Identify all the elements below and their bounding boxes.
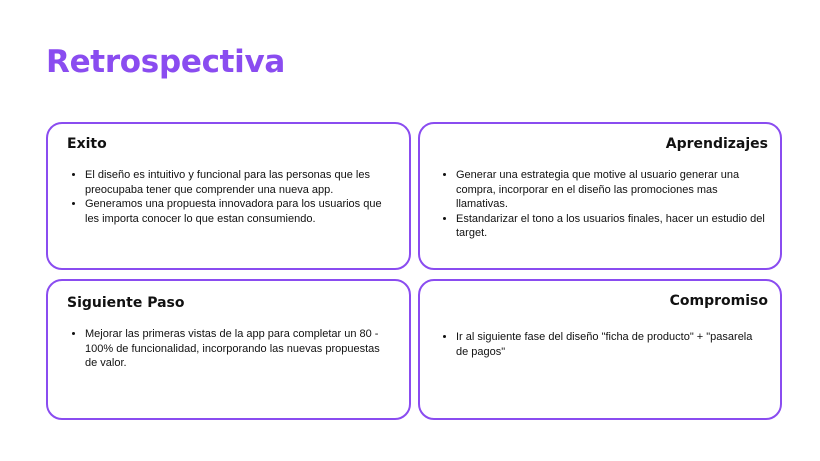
- card-title: Aprendizajes: [665, 136, 768, 152]
- card-title: Exito: [67, 136, 107, 152]
- card-exito: [46, 122, 411, 270]
- list-item: • Generamos una propuesta innovadora para los usuarios que les importa conocer lo que estan consumiendo.: [85, 197, 395, 226]
- bullet-list: [439, 330, 766, 359]
- list-item: • Generar una estrategia que motive al usuario generar una compra, incorporar en el diseño las promociones mas llamativas.: [456, 168, 766, 212]
- card-compromiso: [418, 279, 782, 420]
- card-title: Siguiente Paso: [67, 295, 185, 311]
- slide-title: Retrospectiva: [46, 44, 286, 80]
- bullet-list: [68, 327, 395, 371]
- list-item: • Ir al siguiente fase del diseño "ficha de producto" + "pasarela de pagos": [456, 330, 766, 359]
- card-title: Compromiso: [669, 293, 768, 309]
- card-aprendizajes: [418, 122, 782, 270]
- list-item: • El diseño es intuitivo y funcional para las personas que les preocupaba tener que comprender una nueva app.: [85, 168, 395, 197]
- card-siguiente-paso: [46, 279, 411, 420]
- bullet-list: [68, 168, 395, 226]
- bullet-list: [439, 168, 766, 241]
- list-item: • Estandarizar el tono a los usuarios finales, hacer un estudio del target.: [456, 212, 766, 241]
- list-item: • Mejorar las primeras vistas de la app para completar un 80 - 100% de funcionalidad, incorporando las nuevas propuestas de valor.: [85, 327, 395, 371]
